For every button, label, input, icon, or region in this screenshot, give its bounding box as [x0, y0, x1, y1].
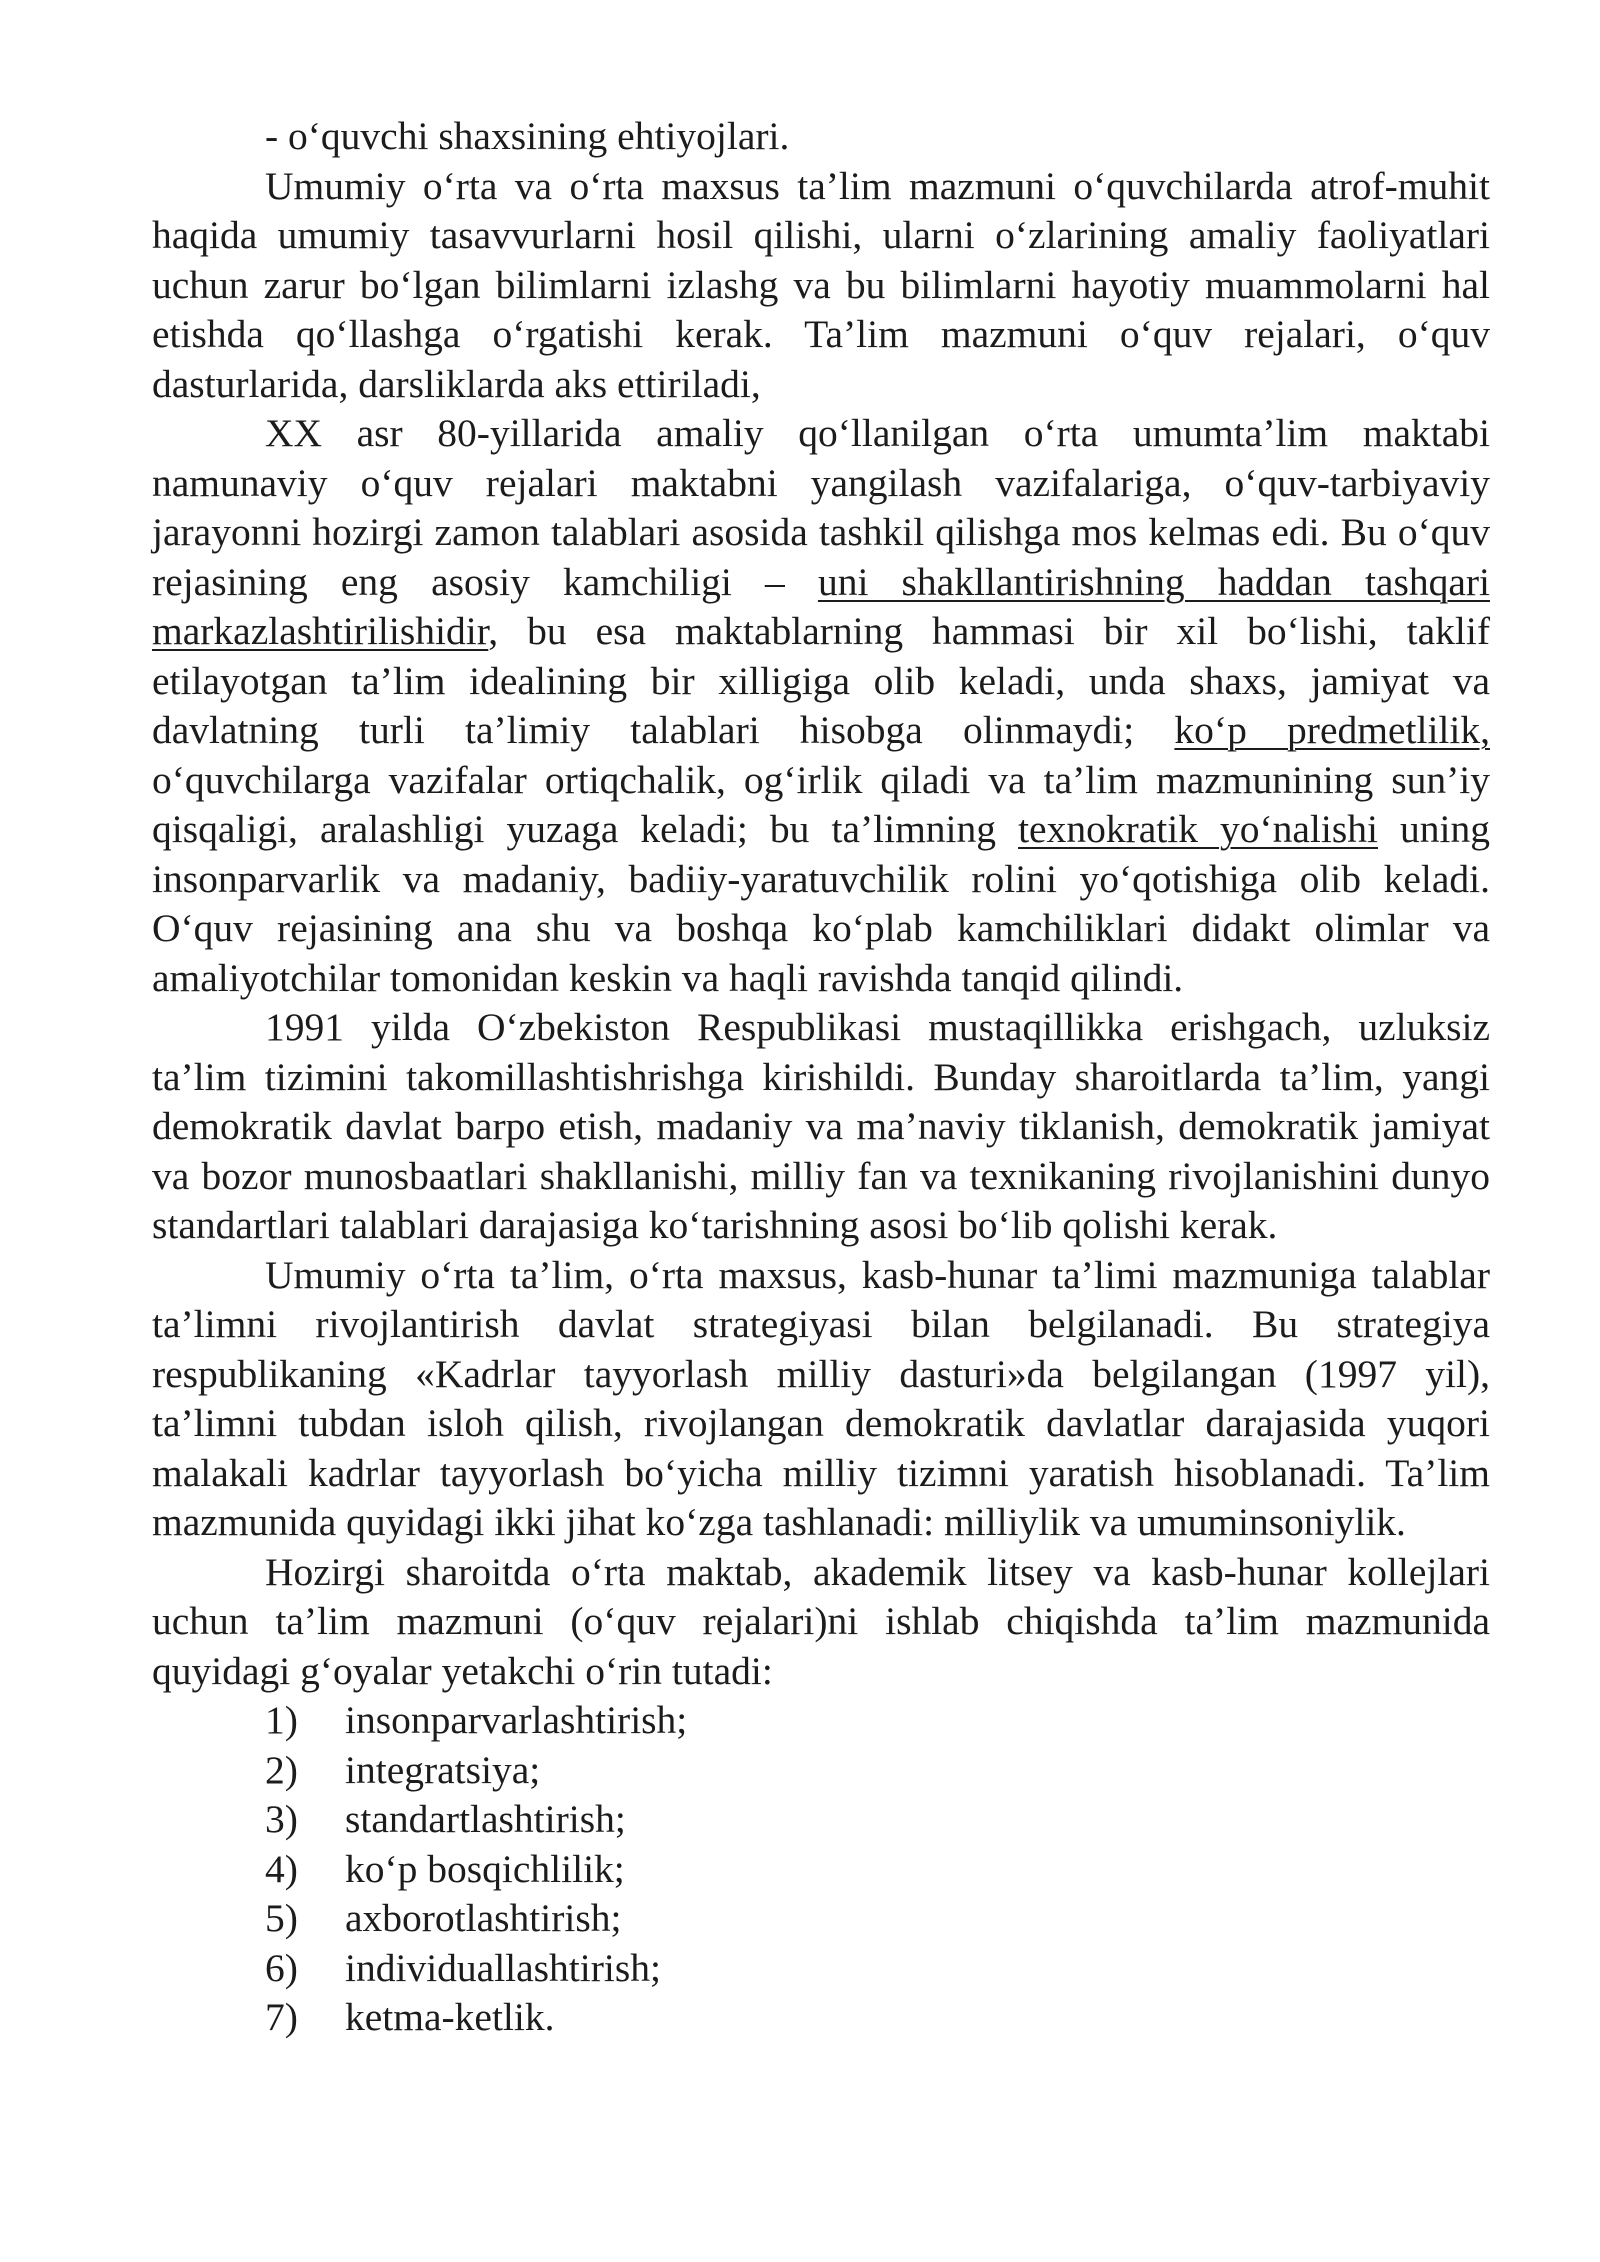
list-text: insonparvarlashtirish; [345, 1698, 688, 1742]
list-text: ketma-ketlik. [345, 1995, 555, 2039]
list-number: 2) [265, 1747, 298, 1792]
list-item [152, 1845, 1490, 1895]
underlined-phrase-3: texnokratik yo‘nalishi [1018, 807, 1378, 851]
list-text: individuallashtirish; [345, 1945, 661, 1990]
list-text: ko‘p bosqichlilik; [345, 1846, 625, 1891]
list-text: axborotlashtirish; [345, 1896, 622, 1940]
underlined-phrase-1: uni shakllantirishning haddan tashqari markazlashtirilishidir [152, 559, 1490, 653]
document-page [152, 112, 1490, 2043]
ideas-list [152, 1696, 1490, 2043]
list-number: 5) [265, 1896, 298, 1940]
p2-text-c: o‘quvchilarga vazifalar ortiqchalik, og‘irlik qiladi va ta’lim mazmunining sun’iy qisqaligi, aralashligi yuzaga keladi; bu ta’limning [152, 757, 1490, 851]
list-number: 1) [265, 1698, 298, 1742]
list-item [152, 1944, 1490, 1994]
underlined-phrase-2: ko‘p predmetlilik, [1174, 708, 1490, 752]
intro-line: - o‘quvchi shaxsining ehtiyojlari. [265, 114, 790, 158]
list-item [152, 1746, 1490, 1796]
paragraph-3: 1991 yilda O‘zbekiston Respublikasi mustaqillikka erishgach, uzluksiz ta’lim tizimini takomillashtishrishga kirishildi. Bunday sharoitlarda ta’lim, yangi demokratik davlat barpo etish, madaniy va ma’naviy tiklanish, demokratik jamiyat va bozor munosbaatlari shakllanishi, milliy fan va texnikaning rivojlanishini dunyo standartlari talablari darajasiga ko‘tarishning asosi bo‘lib qolishi kerak. [152, 1005, 1490, 1247]
paragraph-4: Umumiy o‘rta ta’lim, o‘rta maxsus, kasb-hunar ta’limi mazmuniga talablar ta’limni rivojlantirish davlat strategiyasi bilan belgilanadi. Bu strategiya respublikaning «Kadrlar tayyorlash milliy dasturi»da belgilangan (1997 yil), ta’limni tubdan isloh qilish, rivojlangan demokratik davlatlar darajasida yuqori malakali kadrlar tayyorlash bo‘yicha milliy tizimni yaratish hisoblanadi. Ta’lim mazmunida quyidagi ikki jihat ko‘zga tashlanadi: milliylik va umuminsoniylik. [152, 1252, 1490, 1544]
paragraph-1: Umumiy o‘rta va o‘rta maxsus ta’lim mazmuni o‘quvchilarda atrof-muhit haqida umumiy tasavvurlarni hosil qilishi, ularni o‘zlarining amaliy faoliyatlari uchun zarur bo‘lgan bilimlarni izlashg va bu bilimlarni hayotiy muammolarni hal etishda qo‘llashga o‘rgatishi kerak. Ta’lim mazmuni o‘quv rejalari, o‘quv dasturlarida, darsliklarda aks ettiriladi, [152, 163, 1490, 406]
paragraph-2 [152, 409, 1490, 1003]
list-item [152, 1993, 1490, 2043]
paragraph-5: Hozirgi sharoitda o‘rta maktab, akademik litsey va kasb-hunar kollejlari uchun ta’lim mazmuni (o‘quv rejalari)ni ishlab chiqishda ta’lim mazmunida quyidagi g‘oyalar yetakchi o‘rin tutadi: [152, 1549, 1490, 1693]
list-item [152, 1696, 1490, 1746]
list-number: 7) [265, 1995, 298, 2039]
list-number: 6) [265, 1945, 298, 1990]
list-text: integratsiya; [345, 1747, 541, 1792]
list-number: 4) [265, 1846, 298, 1891]
p2-text-a: XX asr 80-yillarida amaliy qo‘llanilgan o‘rta umumta’lim maktabi namunaviy o‘quv rejalari maktabni yangilash vazifalariga, o‘quv-tarbiyaviy jarayonni hozirgi zamon talablari asosida tashkil qilishga mos kelmas edi. Bu o‘quv rejasining eng asosiy kamchiligi – [152, 411, 1490, 604]
list-item [152, 1894, 1490, 1944]
list-text: standartlashtirish; [345, 1797, 626, 1841]
p2-text-b: , bu esa maktablarning hammasi bir xil bo‘lishi, taklif etilayotgan ta’lim idealining bir xilligiga olib keladi, unda shaxs, jamiyat va davlatning turli ta’limiy talablari hisobga olinmaydi; [152, 609, 1490, 752]
list-item [152, 1795, 1490, 1845]
p2-text-d: uning insonparvarlik va madaniy, badiiy-yaratuvchilik rolini yo‘qotishiga olib keladi. O‘quv rejasining ana shu va boshqa ko‘plab kamchiliklari didakt olimlar va amaliyotchilar tomonidan keskin va haqli ravishda tanqid qilindi. [152, 807, 1490, 1000]
list-number: 3) [265, 1797, 298, 1841]
